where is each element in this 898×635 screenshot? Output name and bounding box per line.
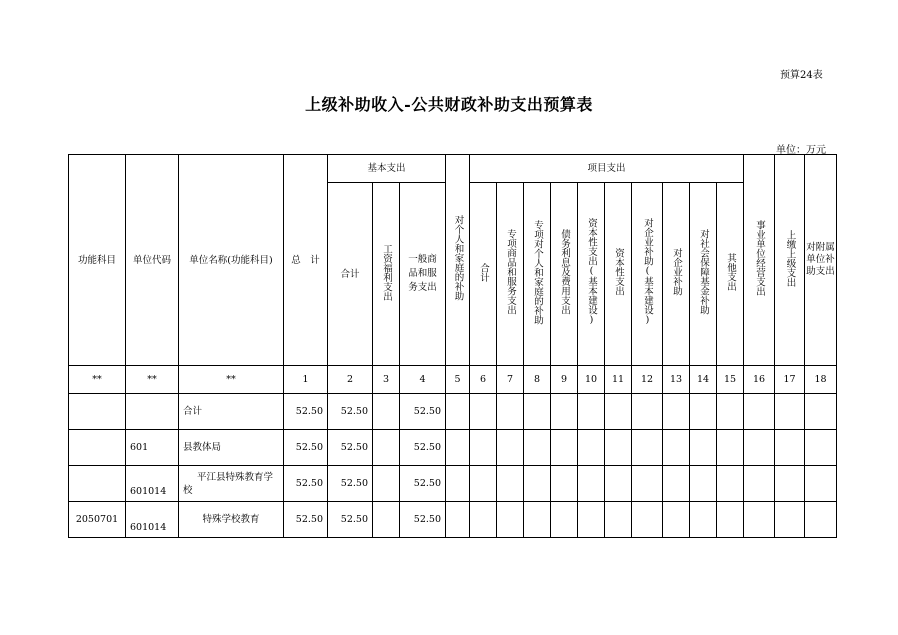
func-cell xyxy=(69,466,126,502)
index-cell: 3 xyxy=(373,366,400,394)
empty-cell xyxy=(775,502,805,538)
general-cell: 52.50 xyxy=(400,466,446,502)
code-cell xyxy=(126,394,179,430)
col-group-basic: 基本支出 xyxy=(328,155,446,183)
budget-table xyxy=(68,154,837,538)
index-cell: 18 xyxy=(805,366,837,394)
code-cell: 601014 xyxy=(126,502,179,538)
empty-cell xyxy=(717,430,744,466)
col-capital-construction: 资本性支出(基本建设) xyxy=(578,183,605,366)
func-cell xyxy=(69,394,126,430)
empty-cell xyxy=(717,394,744,430)
empty-cell xyxy=(632,466,663,502)
empty-cell xyxy=(446,466,470,502)
func-cell xyxy=(69,430,126,466)
empty-cell xyxy=(470,430,497,466)
table-row xyxy=(69,502,837,538)
empty-cell xyxy=(744,502,775,538)
empty-cell xyxy=(632,394,663,430)
unit-label: 单位：万元 xyxy=(776,145,826,156)
table-row xyxy=(69,430,837,466)
empty-cell xyxy=(805,430,837,466)
empty-cell xyxy=(524,430,551,466)
empty-cell xyxy=(578,466,605,502)
empty-cell xyxy=(373,502,400,538)
index-row xyxy=(69,366,837,394)
index-cell: ** xyxy=(69,366,126,394)
header-row-1 xyxy=(69,155,837,183)
col-basic-subtotal: 合计 xyxy=(328,183,373,366)
col-total: 总 计 xyxy=(284,155,328,366)
index-cell: 16 xyxy=(744,366,775,394)
total-cell: 52.50 xyxy=(284,466,328,502)
empty-cell xyxy=(524,466,551,502)
empty-cell xyxy=(663,466,690,502)
name-cell: 合计 xyxy=(179,394,284,430)
empty-cell xyxy=(775,394,805,430)
empty-cell xyxy=(373,430,400,466)
empty-cell xyxy=(805,394,837,430)
index-cell: 11 xyxy=(605,366,632,394)
col-capital: 资本性支出 xyxy=(605,183,632,366)
index-cell: 17 xyxy=(775,366,805,394)
page-title: 上级补助收入-公共财政补助支出预算表 xyxy=(305,95,593,114)
empty-cell xyxy=(578,394,605,430)
col-func-subject: 功能科目 xyxy=(69,155,126,366)
index-cell: 7 xyxy=(497,366,524,394)
index-cell: 2 xyxy=(328,366,373,394)
empty-cell xyxy=(690,466,717,502)
empty-cell xyxy=(446,502,470,538)
empty-cell xyxy=(446,430,470,466)
index-cell: 9 xyxy=(551,366,578,394)
col-enterprise-construction: 对企业补助(基本建设) xyxy=(632,183,663,366)
empty-cell xyxy=(663,394,690,430)
empty-cell xyxy=(497,466,524,502)
index-cell: 13 xyxy=(663,366,690,394)
empty-cell xyxy=(373,466,400,502)
col-affiliated-subsidy: 对附属单位补助支出 xyxy=(805,155,837,366)
name-cell: 平江县特殊教育学校 xyxy=(179,466,284,502)
col-group-project: 项目支出 xyxy=(470,155,744,183)
empty-cell xyxy=(524,502,551,538)
index-cell: 5 xyxy=(446,366,470,394)
col-special-personal: 专项对个人和家庭的补助 xyxy=(524,183,551,366)
col-special-goods: 专项商品和服务支出 xyxy=(497,183,524,366)
col-enterprise: 对企业补助 xyxy=(663,183,690,366)
table-number: 预算24表 xyxy=(780,70,823,81)
func-cell: 2050701 xyxy=(69,502,126,538)
index-cell: 8 xyxy=(524,366,551,394)
index-cell: 15 xyxy=(717,366,744,394)
empty-cell xyxy=(805,502,837,538)
index-cell: 14 xyxy=(690,366,717,394)
basic-total-cell: 52.50 xyxy=(328,502,373,538)
empty-cell xyxy=(690,394,717,430)
empty-cell xyxy=(578,430,605,466)
col-other: 其他支出 xyxy=(717,183,744,366)
basic-total-cell: 52.50 xyxy=(328,394,373,430)
empty-cell xyxy=(632,430,663,466)
empty-cell xyxy=(744,430,775,466)
empty-cell xyxy=(605,502,632,538)
col-remit-upper: 上缴上级支出 xyxy=(775,155,805,366)
empty-cell xyxy=(717,466,744,502)
name-cell: 特殊学校教育 xyxy=(179,502,284,538)
empty-cell xyxy=(690,430,717,466)
empty-cell xyxy=(524,394,551,430)
empty-cell xyxy=(497,502,524,538)
empty-cell xyxy=(717,502,744,538)
total-cell: 52.50 xyxy=(284,502,328,538)
empty-cell xyxy=(551,466,578,502)
empty-cell xyxy=(551,430,578,466)
empty-cell xyxy=(578,502,605,538)
index-cell: 1 xyxy=(284,366,328,394)
col-debt-interest: 债务利息及费用支出 xyxy=(551,183,578,366)
empty-cell xyxy=(775,430,805,466)
col-unit-code: 单位代码 xyxy=(126,155,179,366)
col-social-security: 对社会保障基金补助 xyxy=(690,183,717,366)
general-cell: 52.50 xyxy=(400,502,446,538)
code-cell: 601014 xyxy=(126,466,179,502)
empty-cell xyxy=(551,394,578,430)
code-cell: 601 xyxy=(126,430,179,466)
col-business-operation: 事业单位经营支出 xyxy=(744,155,775,366)
basic-total-cell: 52.50 xyxy=(328,430,373,466)
empty-cell xyxy=(744,466,775,502)
empty-cell xyxy=(744,394,775,430)
general-cell: 52.50 xyxy=(400,430,446,466)
general-cell: 52.50 xyxy=(400,394,446,430)
index-cell: 6 xyxy=(470,366,497,394)
basic-total-cell: 52.50 xyxy=(328,466,373,502)
empty-cell xyxy=(605,430,632,466)
empty-cell xyxy=(470,502,497,538)
col-unit-name: 单位名称(功能科目) xyxy=(179,155,284,366)
total-cell: 52.50 xyxy=(284,430,328,466)
col-general-goods: 一般商品和服务支出 xyxy=(400,183,446,366)
empty-cell xyxy=(497,430,524,466)
index-cell: 10 xyxy=(578,366,605,394)
table-row xyxy=(69,466,837,502)
name-cell: 县教体局 xyxy=(179,430,284,466)
empty-cell xyxy=(605,466,632,502)
empty-cell xyxy=(663,502,690,538)
empty-cell xyxy=(775,466,805,502)
col-project-subtotal: 合计 xyxy=(470,183,497,366)
empty-cell xyxy=(373,394,400,430)
empty-cell xyxy=(632,502,663,538)
empty-cell xyxy=(605,394,632,430)
col-personal-subsidy: 对个人和家庭的补助 xyxy=(446,155,470,366)
empty-cell xyxy=(690,502,717,538)
index-cell: 12 xyxy=(632,366,663,394)
index-cell: ** xyxy=(126,366,179,394)
index-cell: ** xyxy=(179,366,284,394)
col-wages: 工资福利支出 xyxy=(373,183,400,366)
empty-cell xyxy=(805,466,837,502)
empty-cell xyxy=(497,394,524,430)
table-row xyxy=(69,394,837,430)
empty-cell xyxy=(663,430,690,466)
empty-cell xyxy=(470,466,497,502)
empty-cell xyxy=(446,394,470,430)
empty-cell xyxy=(551,502,578,538)
total-cell: 52.50 xyxy=(284,394,328,430)
empty-cell xyxy=(470,394,497,430)
index-cell: 4 xyxy=(400,366,446,394)
